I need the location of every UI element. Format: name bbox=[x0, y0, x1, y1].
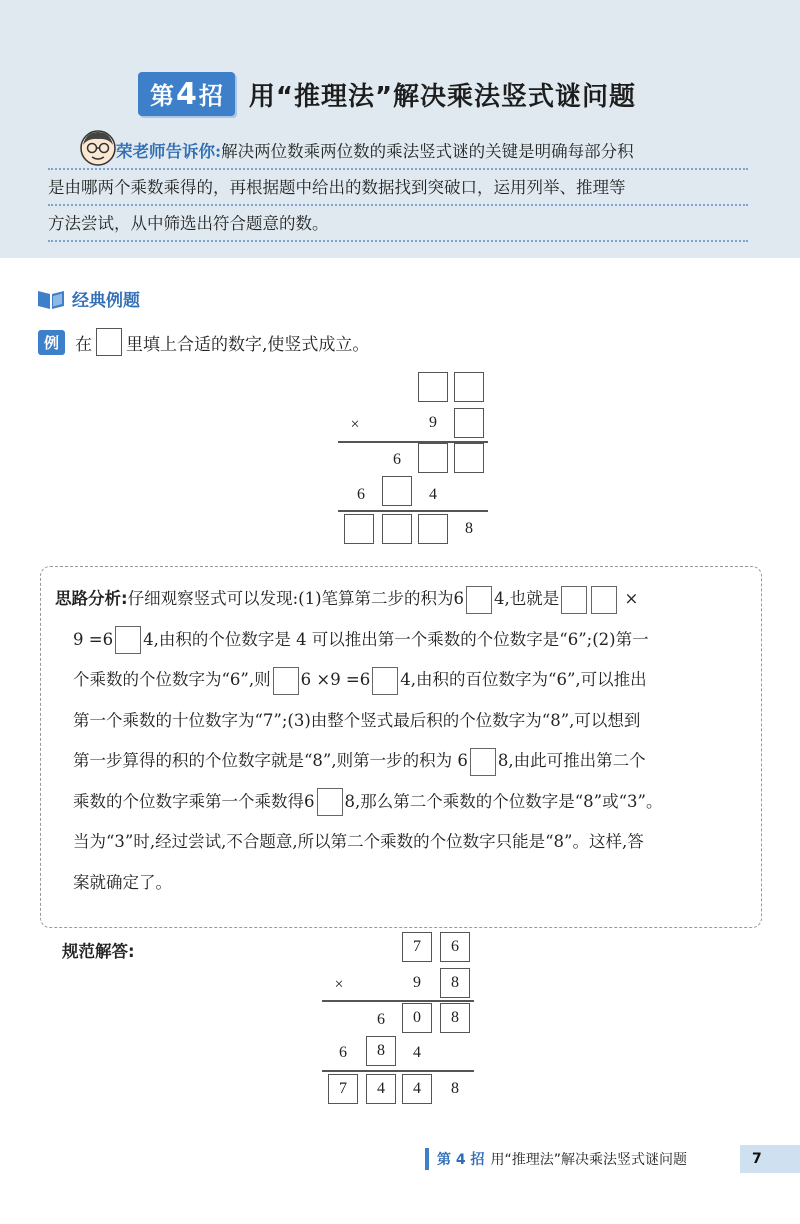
analysis-blank bbox=[591, 586, 617, 614]
footer-lesson-tag: 第 4 招 bbox=[437, 1152, 485, 1168]
analysis-blank bbox=[273, 667, 299, 695]
analysis-line-3 bbox=[55, 660, 749, 701]
example-prompt bbox=[38, 328, 369, 356]
answer-box-r5-3: 4 bbox=[402, 1074, 432, 1104]
analysis-text-5a: 第一步算得的积的个位数字就是“8”,则第一步的积为 6 bbox=[73, 751, 468, 770]
answer-digit-6-r3: 6 bbox=[377, 1011, 385, 1028]
footer-accent-bar bbox=[425, 1148, 429, 1170]
puzzle-digit-6-r3: 6 bbox=[393, 451, 401, 468]
answer-box-r1-tens: 7 bbox=[402, 932, 432, 962]
answer-rule-2 bbox=[322, 1070, 474, 1072]
answer-box-r5-2: 4 bbox=[366, 1074, 396, 1104]
analysis-blank bbox=[317, 788, 343, 816]
puzzle-blank-r5-1[interactable] bbox=[344, 514, 374, 544]
teacher-label: 荣老师告诉你: bbox=[116, 142, 222, 161]
lesson-tag-suffix: 招 bbox=[198, 82, 223, 110]
analysis-text-3b: 6 ×9 =6 bbox=[300, 670, 371, 689]
example-badge: 例 bbox=[38, 330, 65, 355]
lesson-tag-number: 4 bbox=[176, 77, 197, 112]
prompt-before: 在 bbox=[75, 334, 93, 355]
analysis-line-2 bbox=[55, 620, 749, 661]
answer-digit-8-r5: 8 bbox=[451, 1080, 459, 1097]
answer-times-sign: × bbox=[334, 976, 344, 993]
puzzle-blank-r5-3[interactable] bbox=[418, 514, 448, 544]
analysis-text-6b: 8,那么第二个乘数的个位数字是“8”或“3”。 bbox=[344, 791, 663, 811]
puzzle-rule-2 bbox=[338, 510, 488, 512]
footer-title: 用“推理法”解决乘法竖式谜问题 bbox=[490, 1152, 688, 1168]
answer-box-r3-ones: 8 bbox=[440, 1003, 470, 1033]
puzzle-digit-4-r4: 4 bbox=[429, 486, 437, 503]
lesson-tag-prefix: 第 bbox=[150, 82, 174, 110]
puzzle-blank-r1-tens[interactable] bbox=[418, 372, 448, 402]
analysis-text-1b: 4,也就是 bbox=[494, 589, 560, 608]
lesson-title-row bbox=[138, 70, 636, 118]
analysis-blank bbox=[466, 586, 492, 614]
puzzle-blank-r4[interactable] bbox=[382, 476, 412, 506]
analysis-blank bbox=[115, 626, 141, 654]
puzzle-blank-r1-ones[interactable] bbox=[454, 372, 484, 402]
analysis-text-3a: 个乘数的个位数字为“6”,则 bbox=[73, 670, 271, 689]
analysis-box bbox=[40, 566, 762, 928]
answer-digit-6-r4: 6 bbox=[339, 1044, 347, 1061]
analysis-text-5b: 8,由此可推出第二个 bbox=[497, 751, 646, 770]
analysis-line-4: 第一个乘数的十位数字为“7”;(3)由整个竖式最后积的个位数字为“8”,可以想到 bbox=[73, 710, 641, 730]
puzzle-blank-r3-tens[interactable] bbox=[418, 443, 448, 473]
analysis-text-2a: 9 =6 bbox=[73, 629, 114, 649]
answer-digit-4-r4: 4 bbox=[413, 1044, 421, 1061]
analysis-line-8: 案就确定了。 bbox=[73, 872, 172, 892]
analysis-line-7: 当为“3”时,经过尝试,不合题意,所以第二个乘数的个位数字只能是“8”。这样,答 bbox=[73, 832, 644, 851]
analysis-text-2b: 4,由积的个位数字是 4 可以推出第一个乘数的个位数字是“6”;(2)第一 bbox=[143, 629, 649, 649]
puzzle-blank-r2-ones[interactable] bbox=[454, 408, 484, 438]
analysis-text-1c: × bbox=[624, 589, 639, 608]
teacher-avatar-icon bbox=[78, 128, 118, 168]
analysis-blank bbox=[372, 667, 398, 695]
answer-box-r3-tens: 0 bbox=[402, 1003, 432, 1033]
answer-box-r5-1: 7 bbox=[328, 1074, 358, 1104]
puzzle-blank-r5-2[interactable] bbox=[382, 514, 412, 544]
page-number: 7 bbox=[740, 1145, 800, 1173]
analysis-label: 思路分析: bbox=[55, 589, 128, 608]
analysis-line-5 bbox=[55, 741, 749, 782]
analysis-blank bbox=[470, 748, 496, 776]
answer-box-r4: 8 bbox=[366, 1036, 396, 1066]
analysis-text-1a: 仔细观察竖式可以发现:(1)笔算第二步的积为6 bbox=[127, 589, 465, 608]
answer-label: 规范解答: bbox=[62, 942, 135, 961]
puzzle-digit-9: 9 bbox=[429, 414, 437, 431]
puzzle-digit-8-r5: 8 bbox=[465, 520, 473, 537]
lesson-title: 用“推理法”解决乘法竖式谜问题 bbox=[248, 81, 637, 112]
page-footer bbox=[425, 1145, 800, 1173]
teacher-line-1 bbox=[48, 134, 748, 170]
analysis-line-1 bbox=[55, 579, 749, 620]
teacher-line-3: 方法尝试，从中筛选出符合题意的数。 bbox=[48, 206, 748, 242]
answer-box-r2-ones: 8 bbox=[440, 968, 470, 998]
lesson-badge bbox=[138, 72, 235, 116]
answer-digit-9: 9 bbox=[413, 974, 421, 991]
answer-box-r1-ones: 6 bbox=[440, 932, 470, 962]
puzzle-blank-r3-ones[interactable] bbox=[454, 443, 484, 473]
teacher-line-2: 是由哪两个乘数乘得的，再根据题中给出的数据找到突破口，运用列举、推理等 bbox=[48, 170, 748, 206]
analysis-text-3c: 4,由积的百位数字为“6”,可以推出 bbox=[400, 670, 647, 689]
teacher-tip bbox=[48, 134, 748, 242]
puzzle-digit-6-r4: 6 bbox=[357, 486, 365, 503]
blank-box-sample bbox=[96, 328, 122, 356]
analysis-blank bbox=[561, 586, 587, 614]
section-label: 经典例题 bbox=[72, 291, 140, 311]
puzzle-times-sign: × bbox=[350, 416, 360, 433]
answer-rule-1 bbox=[322, 1000, 474, 1002]
prompt-after: 里填上合适的数字,使竖式成立。 bbox=[126, 334, 370, 355]
analysis-line-6 bbox=[55, 782, 749, 823]
section-heading bbox=[36, 286, 140, 311]
analysis-text-6a: 乘数的个位数字乘第一个乘数得6 bbox=[73, 791, 315, 811]
open-book-icon bbox=[36, 288, 66, 310]
teacher-text-1: 解决两位数乘两位数的乘法竖式谜的关键是明确每部分积 bbox=[221, 142, 634, 161]
